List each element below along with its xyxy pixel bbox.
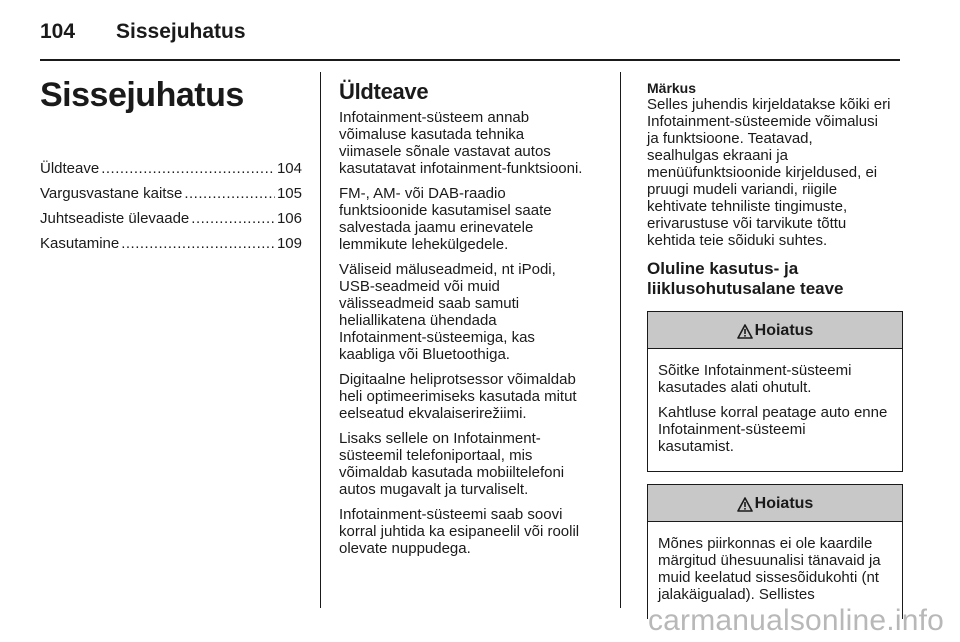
watermark: carmanualsonline.info xyxy=(647,604,944,637)
page-header xyxy=(40,18,900,58)
general-info-column xyxy=(339,80,607,565)
toc-entry-label: Vargusvastane kaitse xyxy=(40,185,183,202)
running-title: Sissejuhatus xyxy=(116,20,246,43)
safety-heading-line2: liiklusohutusalane teave xyxy=(647,279,844,298)
toc-leader xyxy=(121,235,275,252)
toc-entry[interactable] xyxy=(40,160,302,177)
warning-header xyxy=(648,312,902,349)
toc-leader xyxy=(191,210,275,227)
toc-leader xyxy=(184,185,275,202)
paragraph: Lisaks sellele on Infotainment- süsteemil telefoniportaal, mis võimaldab kasutada mobiiltelefoni autos mugavalt ja turvaliselt. xyxy=(339,430,565,498)
safety-column xyxy=(647,80,903,631)
toc-entry-label: Juhtseadiste ülevaade xyxy=(40,210,190,227)
chapter-title: Sissejuhatus xyxy=(40,76,244,114)
paragraph: FM-, AM- või DAB-raadio funktsioonide kasutamisel saate salvestada jaamu erinevatele lemmikute lehekülgedele. xyxy=(339,185,552,253)
toc-entry-page: 104 xyxy=(276,160,302,177)
warning-header xyxy=(648,485,902,522)
note-title: Märkus xyxy=(647,80,697,96)
toc-column xyxy=(40,72,302,260)
warning-text: Kahtluse korral peatage auto enne Infotainment-süsteemi kasutamist. xyxy=(658,404,888,455)
table-of-contents xyxy=(40,160,302,252)
page-number: 104 xyxy=(40,20,76,43)
warning-triangle-icon xyxy=(737,324,753,339)
section-heading-safety xyxy=(647,259,903,299)
toc-entry-label: Üldteave xyxy=(40,160,100,177)
header-rule xyxy=(40,59,900,61)
warning-text: Mõnes piirkonnas ei ole kaardile märgitud ühesuunalisi tänavaid ja muid keelatud sissesõidukohti (nt jalakäigualad). Sellistes xyxy=(658,535,881,603)
column-divider-1 xyxy=(320,72,321,608)
warning-label: Hoiatus xyxy=(754,494,814,512)
toc-entry[interactable] xyxy=(40,185,302,202)
paragraph: Infotainment-süsteemi saab soovi korral juhtida ka esipaneelil või roolil olevate nuppudega. xyxy=(339,506,580,557)
toc-entry-page: 109 xyxy=(276,235,302,252)
toc-entry-label: Kasutamine xyxy=(40,235,120,252)
toc-entry[interactable] xyxy=(40,210,302,227)
toc-leader xyxy=(101,160,275,177)
safety-heading-line1: Oluline kasutus- ja xyxy=(647,259,799,278)
toc-entry-page: 105 xyxy=(276,185,302,202)
toc-entry-page: 106 xyxy=(276,210,302,227)
warning-triangle-icon xyxy=(737,497,753,512)
warning-body xyxy=(648,349,902,471)
toc-entry[interactable] xyxy=(40,235,302,252)
paragraph: Väliseid mäluseadmeid, nt iPodi, USB-seadmeid või muid välisseadmeid saab samuti heliallikatena ühendada Infotainment-süsteemiga, kas kaabliga või Bluetoothiga. xyxy=(339,261,556,363)
warning-label: Hoiatus xyxy=(754,321,814,339)
section-heading-general: Üldteave xyxy=(339,79,429,104)
paragraph: Infotainment-süsteem annab võimaluse kasutada tehnika viimasele sõnale vastavat autos kasutatavat infotainment-funktsiooni. xyxy=(339,109,583,177)
note-body: Selles juhendis kirjeldatakse kõiki eri Infotainment-süsteemide võimalusi ja funktsioone. Teatavad, sealhulgas ekraani ja menüüfunktsioonide kirjeldused, ei pruugi mudeli variandi, riigile kehtivate tehniliste tingimuste, erivarustuse või tarvikute tõttu kehtida teie sõiduki suhtes. xyxy=(647,96,891,249)
warning-box xyxy=(647,311,903,472)
warning-box xyxy=(647,484,903,619)
paragraph: Digitaalne heliprotsessor võimaldab heli optimeerimiseks kasutada mitut eelseatud ekvalaiserirežiimi. xyxy=(339,371,577,422)
column-divider-2 xyxy=(620,72,621,608)
warning-text: Sõitke Infotainment-süsteemi kasutades alati ohutult. xyxy=(658,362,852,396)
